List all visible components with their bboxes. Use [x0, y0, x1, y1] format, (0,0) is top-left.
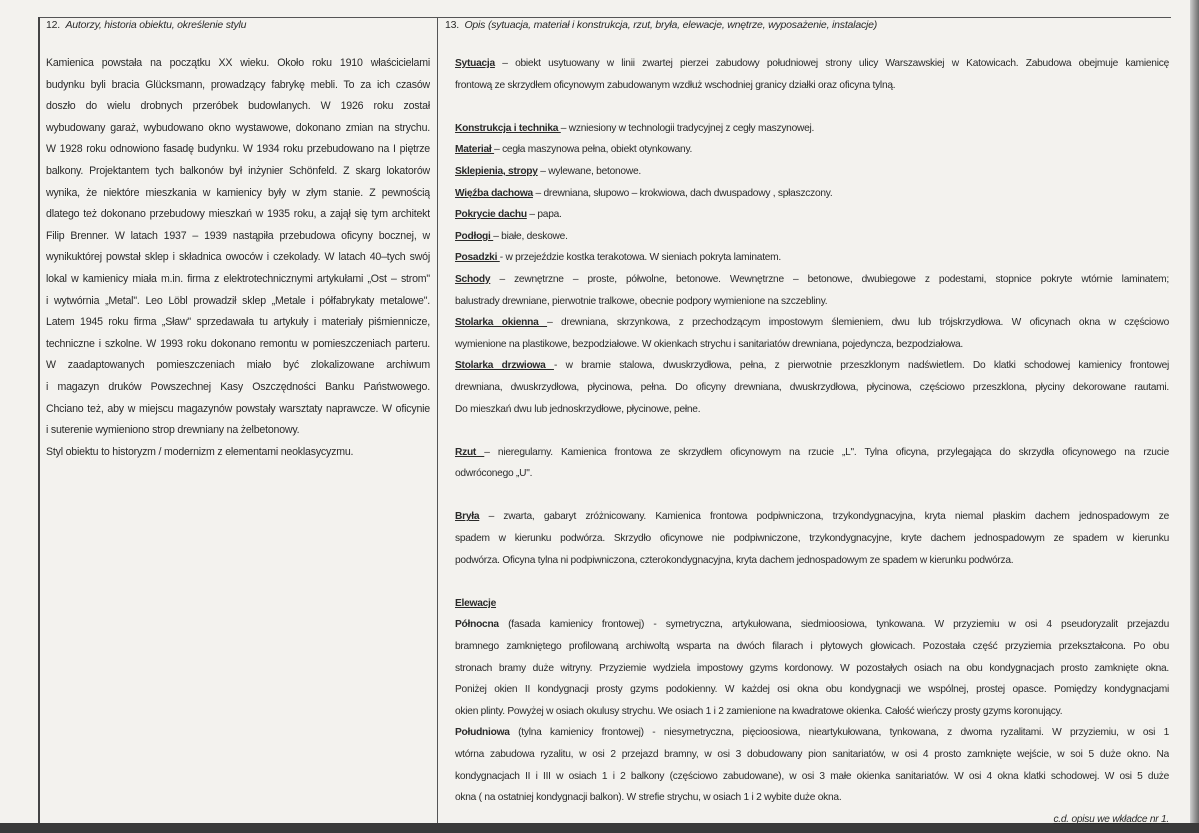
blank-line [455, 571, 1169, 593]
column-divider [437, 17, 438, 823]
line-text: – drewniana, skrzynkowa, z przechodzącym impostowym ślemieniem, dwu lub trójskrzydłowa. W oficynach okna w częściowo [547, 317, 1169, 329]
section-number: 13. [445, 19, 459, 31]
line-text: balustrady drewniane, pierwotnie tralkowe, obecnie podpory wymienione na szczebliny. [455, 295, 828, 307]
line-text: – obiekt usytuowany w linii zwartej pierzei zabudowy południowej strony ulicy Warszawskiej w Katowicach. Zabudowa obejmuje kamienicę [494, 58, 1169, 69]
line-text: wybudowany garaż, wybudowano okno wystawowe, dokonano zmian na strychu. [46, 121, 430, 134]
line-text: okien plinty. Powyżej w osiach okulusy strychu. We osiach 1 i 2 zamienione na kwadratowe okienka. Całość wieńczy prosty gzyms koronujący. [455, 705, 1063, 717]
line-text: – papa. [526, 209, 562, 221]
section-lead-term: Sytuacja [455, 58, 495, 69]
text-line [455, 722, 1169, 744]
section-lead-term: Elewacje [455, 597, 497, 609]
text-line [46, 226, 430, 248]
text-line [46, 53, 430, 75]
text-line [46, 118, 430, 140]
text-line [455, 399, 1169, 421]
line-text: – wylewane, betonowe. [537, 165, 641, 177]
section-lead-term: Schody [455, 273, 491, 285]
text-line [46, 96, 430, 118]
text-line [46, 442, 430, 464]
text-line [455, 355, 1169, 377]
line-text: i wytwórnia „Metal". Leo Löbl prowadził sklep „Metale i półfabrykaty metalowe". [46, 294, 430, 307]
line-text: okna ( na ostatniej kondygnacji balkon). W strefie strychu, w osiach 1 i 2 wybite duże okna. [455, 792, 842, 804]
history-column [46, 53, 430, 463]
section-lead-term: Podłogi [455, 230, 494, 242]
line-text: podwórza. Oficyna tylna ni podpiwniczona, czterokondygnacyjna, kryta dachem jednospadowym ze spadem w kierunku podwórza. [455, 554, 1014, 566]
line-text: i suterenie wymieniono strop drewniany na żelbetonowy. [46, 424, 300, 437]
text-line [455, 636, 1169, 658]
text-line [455, 658, 1169, 680]
description-column [455, 53, 1169, 830]
text-line [455, 528, 1169, 550]
text-line [455, 139, 1169, 161]
line-text: bramnego zamkniętego profilowaną archiwoltą wsparta na dwóch filarach i płytowych głowicach. Pozostała część przyziemia przekształcona. Po obu [455, 641, 1169, 653]
blank-line [455, 485, 1169, 507]
text-line [455, 334, 1169, 356]
line-text: odwróconego „U". [455, 468, 533, 480]
line-text: dlatego też dokonano przebudowy mieszkań w 1935 roku, a zajął się tym architekt [46, 208, 430, 221]
section-12-header [46, 18, 246, 32]
text-line [46, 291, 430, 313]
line-text: (tylna kamienicy frontowej) - niesymetryczna, pięcioosiowa, nieartykułowana, tynkowana, z dwoma ryzalitami. W przyziemiu, w osi 1 [509, 727, 1169, 739]
text-line [455, 463, 1169, 485]
text-line [455, 161, 1169, 183]
text-line [455, 269, 1169, 291]
line-text: Latem 1945 roku firma „Sław" sprzedawała tu artykuły i materiały piśmiennicze, [46, 316, 430, 329]
text-line [455, 787, 1169, 809]
section-lead-term: Stolarka okienna [455, 317, 548, 329]
line-text: Poniżej okien II kondygnacji prosty gzyms podokienny. W każdej osi okna obu kondygnacji we wspólnej, prostej opasce. Pomiędzy kondygnacjami [455, 684, 1169, 696]
text-line [46, 420, 430, 442]
line-text: wynikuktórej powstał sklep i składnica owoców i czekolady. W latach 40–tych swój [46, 251, 430, 264]
text-line [455, 226, 1169, 248]
section-lead-term: Stolarka drzwiowa [455, 360, 554, 372]
section-title: Autorzy, historia obiektu, określenie stylu [65, 19, 247, 31]
line-text: wynika, że niektóre mieszkania w kamienicy były w złym stanie. Z pewnością [46, 186, 430, 199]
line-text: lokal w kamienicy miała m.in. firma z elektrotechnicznymi artykułami „Ost – strom" [46, 272, 430, 285]
text-line [455, 291, 1169, 313]
section-lead-term: Północna [455, 619, 499, 631]
text-line [455, 744, 1169, 766]
text-line [46, 269, 430, 291]
section-lead-term: Więźba dachowa [455, 187, 533, 199]
line-text: Filip Brenner. W latach 1937 – 1939 nastąpiła przebudowa oficyny bocznej, w [46, 229, 430, 242]
line-text: - w bramie stalowa, dwuskrzydłowa, pełna, z pierwotnie przeszklonym nadświetlem. Do klatki schodowej kamienicy frontowej [553, 360, 1169, 372]
section-lead-term: Posadzki [455, 252, 500, 264]
line-text: wymienione na plastikowe, bezpodziałowe. W okienkach strychu i sanitariatów drewniana, pojedyncza, bezpodziałowa. [455, 338, 964, 350]
line-text: techniczne i szkolne. W 1993 roku dokonano remontu w pomieszczeniach parteru. [46, 337, 430, 350]
line-text: drewniana, dwuskrzydłowa, płycinowa, pełna. Do oficyny drewniana, dwuskrzydłowa, płycinowa, częściowo przeszklona, płyciny dekorowane rautami. [455, 381, 1169, 393]
line-text: budynku byli bracia Glücksmann, prowadzący fabrykę mebli. To za ich czasów [46, 78, 430, 91]
line-text: - w przejeździe kostka terakotowa. W sieniach pokryta laminatem. [499, 252, 782, 264]
text-line [455, 701, 1169, 723]
section-lead-term: Południowa [455, 727, 510, 739]
section-lead-term: Pokrycie dachu [455, 209, 527, 221]
line-text: balkony. Projektantem tych balkonów był inżynier Schönfeld. Z skarg lokatorów [46, 164, 430, 177]
section-lead-term: Sklepienia, stropy [455, 165, 538, 177]
line-text: Kamienica powstała na początku XX wieku. Około roku 1910 właścicielami [46, 57, 430, 69]
line-text: – drewniana, słupowo – krokwiowa, dach dwuspadowy , spłaszczony. [532, 187, 833, 199]
text-line [455, 247, 1169, 269]
line-text: W 1928 roku odnowiono fasadę budynku. W 1934 roku przebudowano na I piętrze [46, 143, 430, 156]
section-lead-term: Bryła [455, 511, 480, 523]
text-line [46, 334, 430, 356]
text-line [46, 377, 430, 399]
text-line [46, 204, 430, 226]
continuation-note: c.d. opisu we wkładce nr 1. [1053, 813, 1169, 825]
line-text: stronach bramy duże witryny. Przyziemie wydziela impostowy gzyms kordonowy. W pozostałych osiach na obu kondygnacjach prosto zamknięte okna. [455, 662, 1169, 674]
line-text: – wzniesiony w technologii tradycyjnej z cegły maszynowej. [560, 122, 815, 134]
section-title: Opis (sytuacja, materiał i konstrukcja, rzut, bryła, elewacje, wnętrze, wyposażenie, instalacje) [464, 19, 878, 31]
line-text: W zaadaptowanych pomieszczeniach miało być zlokalizowane archiwum [46, 359, 430, 372]
line-text: i magazyn druków Powszechnej Kasy Oszczędności Banku Państwowego. [46, 380, 430, 393]
text-line [455, 506, 1169, 528]
text-line [455, 377, 1169, 399]
table-left-border [38, 17, 40, 823]
text-line [455, 183, 1169, 205]
line-text: Chciano też, aby w miejscu magazynów powstały warsztaty naprawcze. W oficynie [46, 402, 430, 415]
text-line [46, 183, 430, 205]
line-text: – białe, deskowe. [493, 230, 568, 242]
text-line [455, 766, 1169, 788]
text-line [46, 312, 430, 334]
line-text: – nieregularny. Kamienica frontowa ze skrzydłem oficynowym na rzucie „L". Tylna oficyna, przylegająca do skrzydła oficynowego na rzucie [484, 446, 1169, 458]
line-text: spadem w kierunku podwórza. Skrzydło oficynowe nie podpiwniczone, trzykondygnacyjne, kryte dachem jednospadowym ze spadem w kierunku [455, 533, 1169, 545]
text-line [46, 247, 430, 269]
line-text: – cegła maszynowa pełna, obiekt otynkowany. [494, 144, 693, 156]
text-line [455, 550, 1169, 572]
text-line [46, 399, 430, 421]
text-line [455, 53, 1169, 75]
text-line [455, 312, 1169, 334]
text-line [46, 139, 430, 161]
text-line [455, 614, 1169, 636]
line-text: – zwarta, gabaryt zróżnicowany. Kamienica frontowa podpiwniczona, trzykondygnacyjna, kryta niemal płaskim dachem jednospadowym ze [479, 511, 1169, 523]
scan-edge [1190, 0, 1199, 833]
section-lead-term: Rzut [455, 446, 485, 458]
line-text: doszło do wielu drobnych przeróbek budowlanych. W 1926 roku został [46, 100, 430, 113]
text-line [455, 118, 1169, 140]
line-text: frontową ze skrzydłem oficynowym zabudowanym wzdłuż wschodniej granicy działki oraz oficyna tylną. [455, 79, 896, 91]
line-text: Styl obiektu to historyzm / modernizm z elementami neoklasycyzmu. [46, 445, 354, 458]
text-line [455, 593, 1169, 615]
line-text: kondygnacjach II i III w osiach 1 i 2 balkony (częściowo zabudowane), w osi 3 małe okienka sanitariatów. W osi 4 okna klatki schodowej. W osi 5 duże [455, 770, 1169, 782]
text-line [455, 679, 1169, 701]
blank-line [455, 96, 1169, 118]
text-line [46, 355, 430, 377]
text-line [46, 75, 430, 97]
text-line [455, 442, 1169, 464]
section-lead-term: Konstrukcja i technika [455, 122, 561, 134]
line-text: wtórna zabudowa ryzalitu, w osi 2 przejazd bramny, w osi 3 dobudowany pion sanitariatów, w osi 4 prosto zamknięte wejście, w soi 5 duże okno. Na [455, 749, 1169, 760]
section-13-header [445, 18, 877, 32]
section-number: 12. [46, 19, 60, 31]
blank-line [455, 420, 1169, 442]
text-line [455, 75, 1169, 97]
line-text: – zewnętrzne – proste, półwolne, betonowe. Wewnętrzne – betonowe, dwubiegowe z podestami, stopnice pokryte wtórnie laminatem; [490, 273, 1169, 285]
line-text: Do mieszkań dwu lub jednoskrzydłowe, płycinowe, pełne. [455, 403, 701, 415]
line-text: (fasada kamienicy frontowej) - symetryczna, artykułowana, siedmioosiowa, tynkowana. W przyziemiu w osi 4 pseudoryzalit przejazdu [498, 619, 1169, 631]
text-line [455, 204, 1169, 226]
text-line [46, 161, 430, 183]
section-lead-term: Materiał [455, 144, 495, 156]
